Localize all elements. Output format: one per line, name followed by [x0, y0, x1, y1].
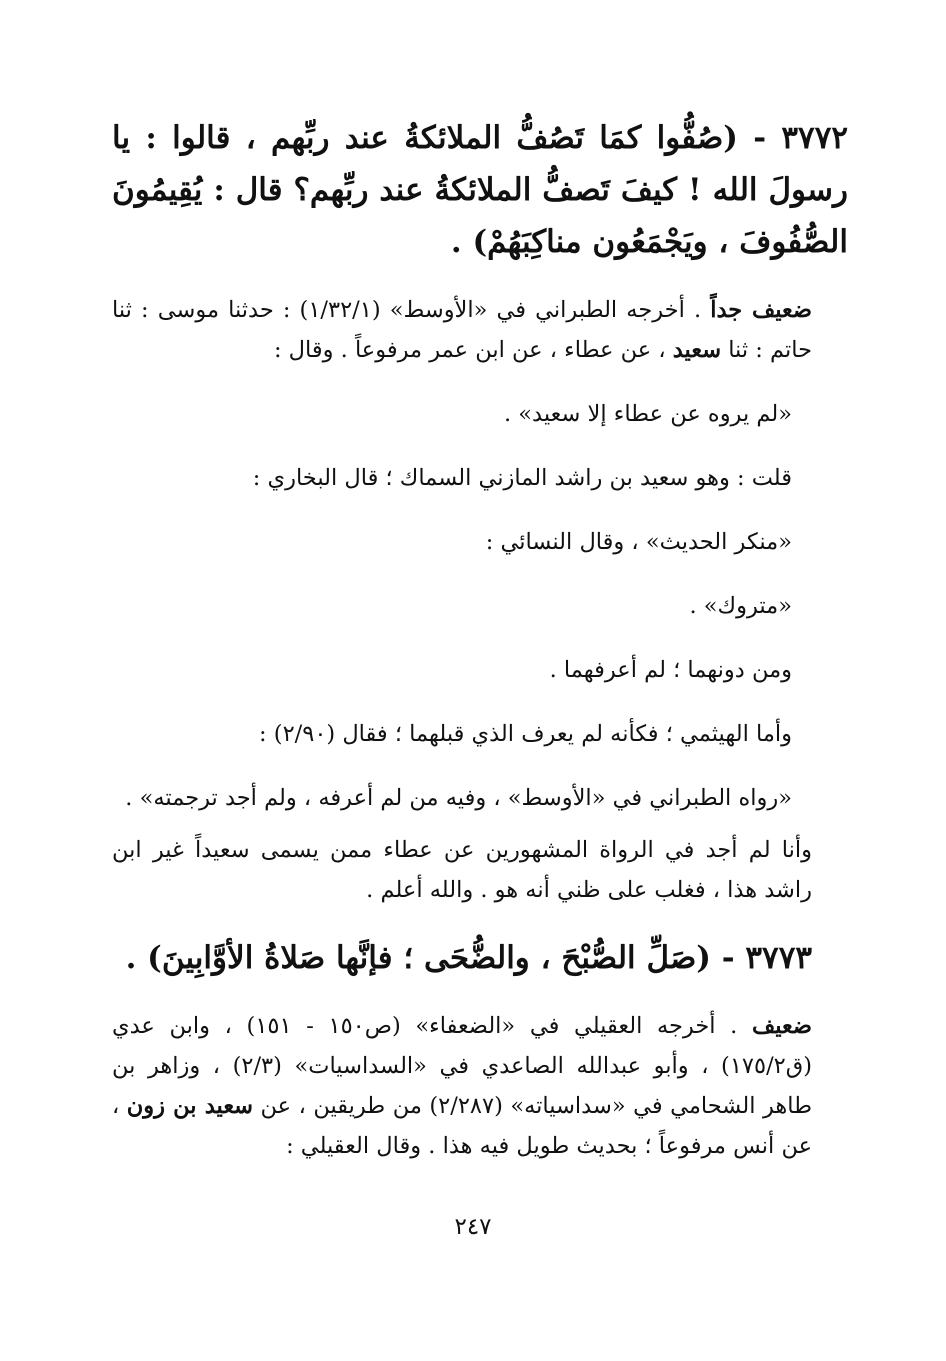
narrator-name: سعيد بن زون — [126, 1093, 254, 1119]
grade-label: ضعيف جداً — [710, 297, 813, 323]
quote: «رواه الطبراني في «الأوسط» ، وفيه من لم أعرفه ، ولم أجد ترجمته» . — [125, 785, 792, 811]
hadith-3773: ٣٧٧٣ - (صَلِّ الصُّبْحَ ، والضُّحَى ؛ فإنَّها صَلاةُ الأوَّابِينَ) . — [125, 940, 812, 976]
commentary-paragraph: وأنا لم أجد في الرواة المشهورين عن عطاء ممن يسمى سعيداً غير ابن راشد هذا ، فغلب على ظني أنه هو . والله أعلم . — [112, 837, 812, 903]
commentary-text: . أخرجه العقيلي في «الضعفاء» (ص١٥٠ - ١٥١) ، وابن عدي (ق١٧٥/٢) ، وأبو عبدالله الصاعدي في «السداسيات» (٢/٣) ، وزاهر بن طاهر الشحامي في «سداسياته» (٢/٢٨٧) من طريقين ، عن — [112, 1013, 813, 1119]
commentary-text: ، عن عطاء ، عن ابن عمر مرفوعاً . وقال : — [273, 337, 673, 363]
commentary-paragraph: ومن دونهما ؛ لم أعرفهما . — [549, 657, 792, 683]
narrator-name: سعيد — [672, 337, 722, 363]
hadith-3772: ٣٧٧٢ - (صُفُّوا كمَا تَصُفُّ الملائكةُ عند ربِّهم ، قالوا : يا رسولَ الله ! كيفَ تَصفُّ الملائكةُ عند ربِّهم؟ قال : يُقِيمُونَ الصُّفُوفَ ، ويَجْمَعُون مناكِبَهُمْ) . — [112, 120, 848, 260]
quote: «متروك» . — [689, 593, 792, 619]
commentary-paragraph — [112, 290, 848, 370]
commentary-paragraph — [112, 1006, 848, 1166]
commentary-paragraph: وأما الهيثمي ؛ فكأنه لم يعرف الذي قبلهما ؛ فقال (٢/٩٠) : — [259, 721, 792, 747]
commentary-paragraph: قلت : وهو سعيد بن راشد المازني السماك ؛ قال البخاري : — [252, 465, 792, 491]
page-number: ٢٤٧ — [454, 1214, 492, 1240]
commentary-text: . أخرجه الطبراني في «الأوسط» (١/٣٢/١) : حدثنا موسى : ثنا حاتم : ثنا — [112, 297, 812, 363]
quote: «لم يروه عن عطاء إلا سعيد» . — [503, 401, 792, 427]
quote: «منكر الحديث» ، وقال النسائي : — [485, 529, 792, 555]
commentary-text: ، عن أنس مرفوعاً ؛ بحديث طويل فيه هذا . وقال العقيلي : — [112, 1093, 812, 1159]
grade-label: ضعيف — [751, 1013, 812, 1039]
